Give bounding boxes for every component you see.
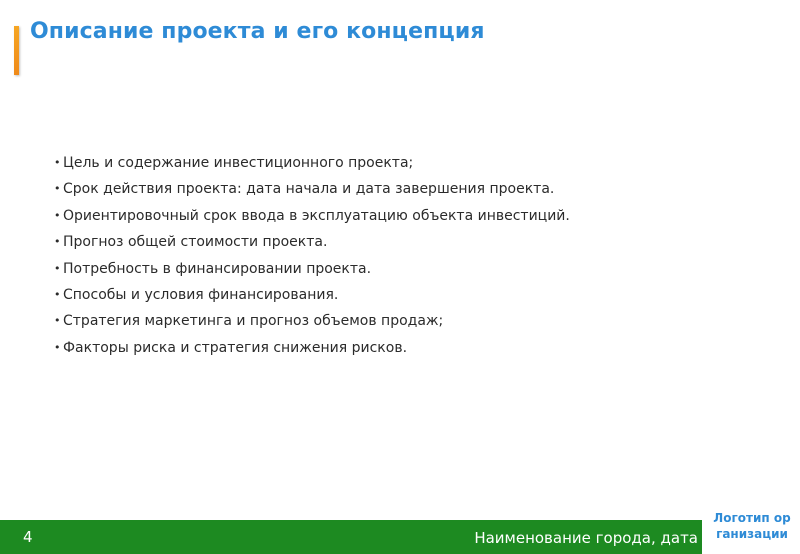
bullet-text: Срок действия проекта: дата начала и дата завершения проекта.	[63, 181, 555, 198]
page-number: 4	[23, 528, 33, 546]
bullet-item	[54, 308, 570, 334]
footer-city-date: Наименование города, дата	[474, 529, 698, 547]
bullet-dot-icon: •	[54, 208, 61, 222]
bullet-item	[54, 203, 570, 229]
bullet-dot-icon: •	[54, 287, 61, 301]
bullet-text: Способы и условия финансирования.	[63, 286, 339, 303]
bullet-item	[54, 229, 570, 255]
bullet-item	[54, 282, 570, 308]
bullet-text: Цель и содержание инвестиционного проекта;	[63, 155, 414, 171]
slide-title: Описание проекта и его концепция	[30, 19, 485, 44]
bullet-text: Потребность в финансировании проекта.	[63, 260, 372, 277]
bullet-text: Прогноз общей стоимости проекта.	[63, 234, 328, 251]
bullet-dot-icon: •	[54, 156, 61, 169]
bullet-list	[54, 150, 570, 361]
bullet-text: Факторы риска и стратегия снижения рисков.	[63, 339, 408, 356]
bullet-text: Ориентировочный срок ввода в эксплуатацию объекта инвестиций.	[63, 207, 570, 224]
bullet-text: Стратегия маркетинга и прогноз объемов продаж;	[63, 313, 444, 330]
bullet-item	[54, 150, 570, 176]
bullet-dot-icon: •	[54, 314, 61, 328]
footer-bar	[0, 520, 702, 554]
bullet-dot-icon: •	[54, 261, 61, 275]
bullet-dot-icon: •	[54, 182, 61, 196]
bullet-dot-icon: •	[54, 340, 61, 354]
bullet-item	[54, 335, 570, 361]
bullet-item	[54, 176, 570, 202]
bullet-item	[54, 256, 570, 282]
organization-logo-placeholder: Логотип организации	[713, 511, 791, 541]
bullet-dot-icon: •	[54, 235, 61, 249]
title-accent-bar	[14, 26, 19, 75]
